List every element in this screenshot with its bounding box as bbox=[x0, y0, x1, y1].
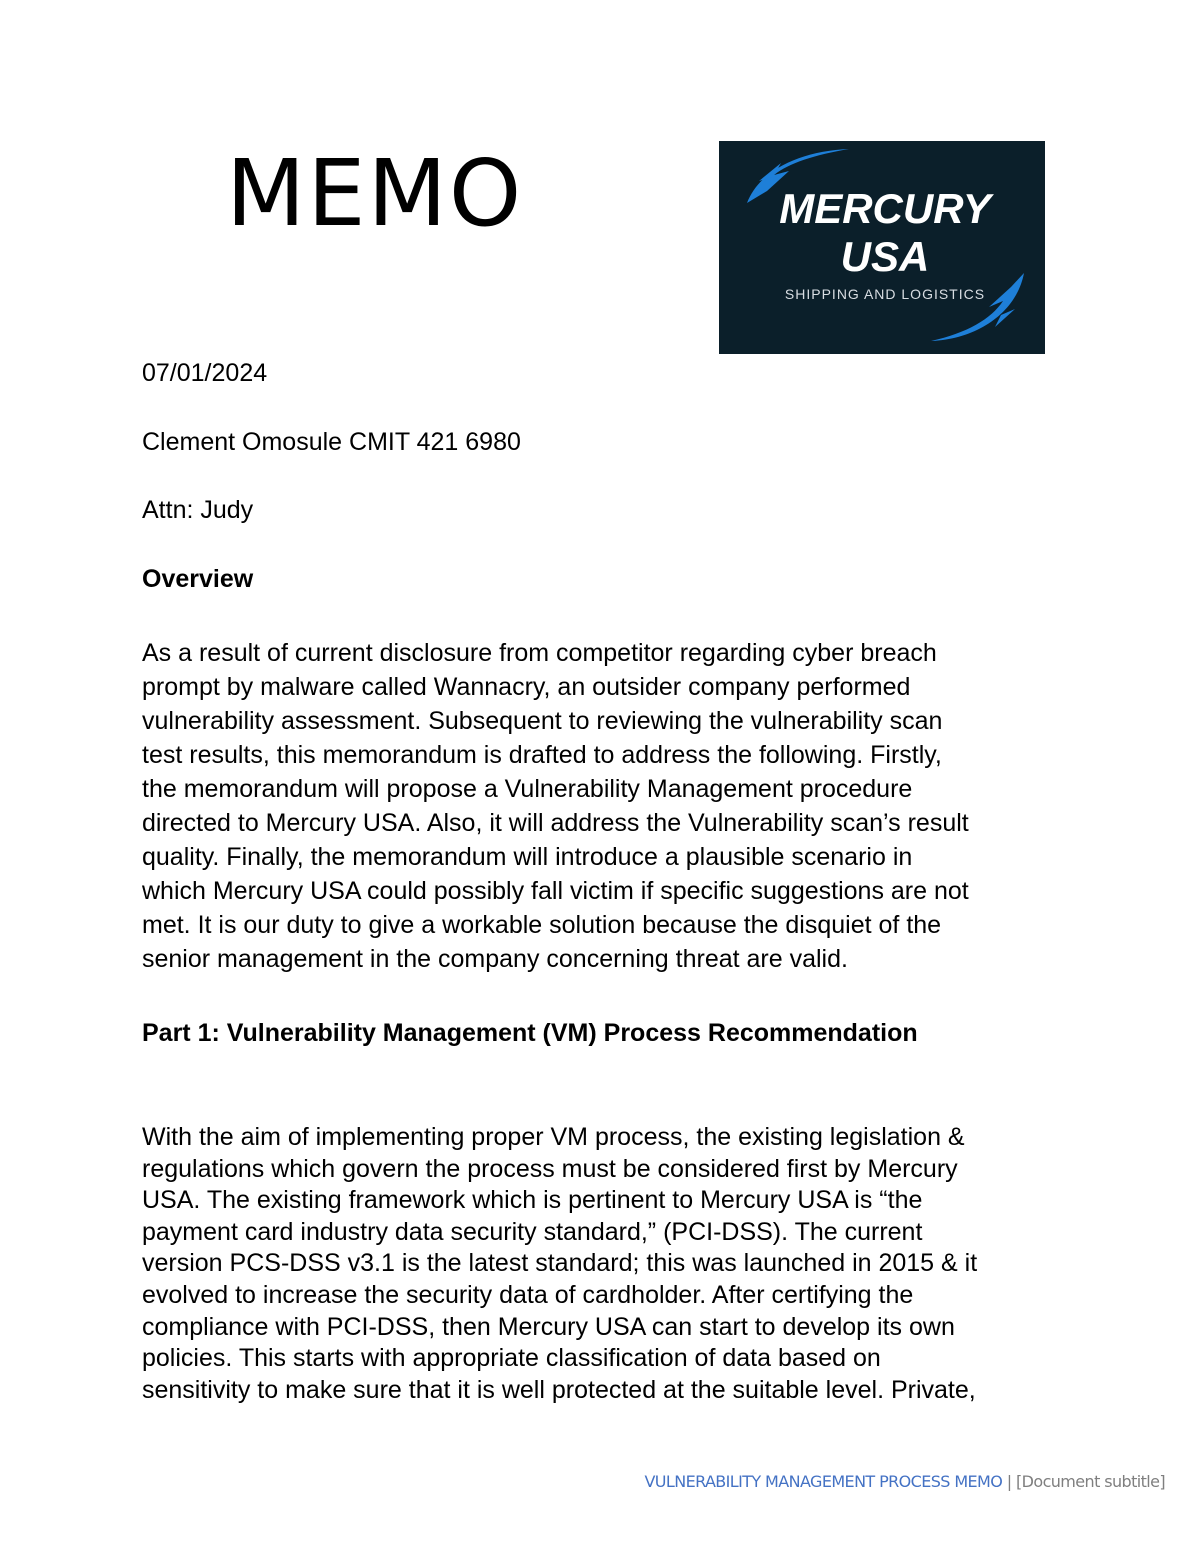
paragraph-line: quality. Finally, the memorandum will introduce a plausible scenario in bbox=[142, 843, 913, 871]
paragraph-line: directed to Mercury USA. Also, it will address the Vulnerability scan’s result bbox=[142, 809, 969, 837]
paragraph-line: As a result of current disclosure from competitor regarding cyber breach bbox=[142, 639, 937, 667]
memo-author: Clement Omosule CMIT 421 6980 bbox=[142, 428, 521, 456]
paragraph-line: prompt by malware called Wannacry, an outsider company performed bbox=[142, 673, 911, 701]
footer-separator: | bbox=[1002, 1472, 1017, 1491]
paragraph-line: sensitivity to make sure that it is well protected at the suitable level. Private, bbox=[142, 1375, 976, 1404]
part1-heading: Part 1: Vulnerability Management (VM) Process Recommendation bbox=[142, 1019, 918, 1047]
paragraph-line: With the aim of implementing proper VM process, the existing legislation & bbox=[142, 1123, 965, 1151]
paragraph-line: vulnerability assessment. Subsequent to reviewing the vulnerability scan bbox=[142, 707, 943, 735]
paragraph-line: evolved to increase the security data of cardholder. After certifying the bbox=[142, 1280, 914, 1309]
overview-paragraph bbox=[142, 636, 969, 976]
page-title: MEMO bbox=[226, 140, 524, 247]
paragraph-line: policies. This starts with appropriate classification of data based on bbox=[142, 1344, 881, 1373]
paragraph-line: which Mercury USA could possibly fall victim if specific suggestions are not bbox=[142, 877, 969, 905]
paragraph-line: regulations which govern the process must be considered first by Mercury bbox=[142, 1154, 958, 1183]
company-logo bbox=[719, 141, 1045, 354]
footer-title: VULNERABILITY MANAGEMENT PROCESS MEMO bbox=[644, 1472, 1003, 1491]
logo-line2: USA bbox=[840, 233, 930, 280]
memo-attn: Attn: Judy bbox=[142, 496, 254, 524]
paragraph-line: the memorandum will propose a Vulnerability Management procedure bbox=[142, 775, 913, 803]
overview-heading: Overview bbox=[142, 565, 254, 593]
paragraph-line: test results, this memorandum is drafted to address the following. Firstly, bbox=[142, 741, 942, 769]
paragraph-line: compliance with PCI-DSS, then Mercury USA can start to develop its own bbox=[142, 1312, 955, 1341]
page-footer bbox=[644, 1472, 1165, 1491]
part1-paragraph bbox=[142, 1122, 977, 1406]
logo-tagline: SHIPPING AND LOGISTICS bbox=[784, 286, 986, 302]
paragraph-line: version PCS-DSS v3.1 is the latest standard; this was launched in 2015 & it bbox=[142, 1249, 978, 1278]
paragraph-line: payment card industry data security standard,” (PCI-DSS). The current bbox=[142, 1217, 923, 1246]
paragraph-line: USA. The existing framework which is pertinent to Mercury USA is “the bbox=[142, 1186, 923, 1215]
paragraph-line: senior management in the company concerning threat are valid. bbox=[142, 945, 848, 973]
logo-line1: MERCURY bbox=[779, 185, 991, 232]
memo-date: 07/01/2024 bbox=[142, 359, 268, 387]
footer-subtitle: [Document subtitle] bbox=[1016, 1472, 1165, 1491]
paragraph-line: met. It is our duty to give a workable solution because the disquiet of the bbox=[142, 911, 942, 939]
